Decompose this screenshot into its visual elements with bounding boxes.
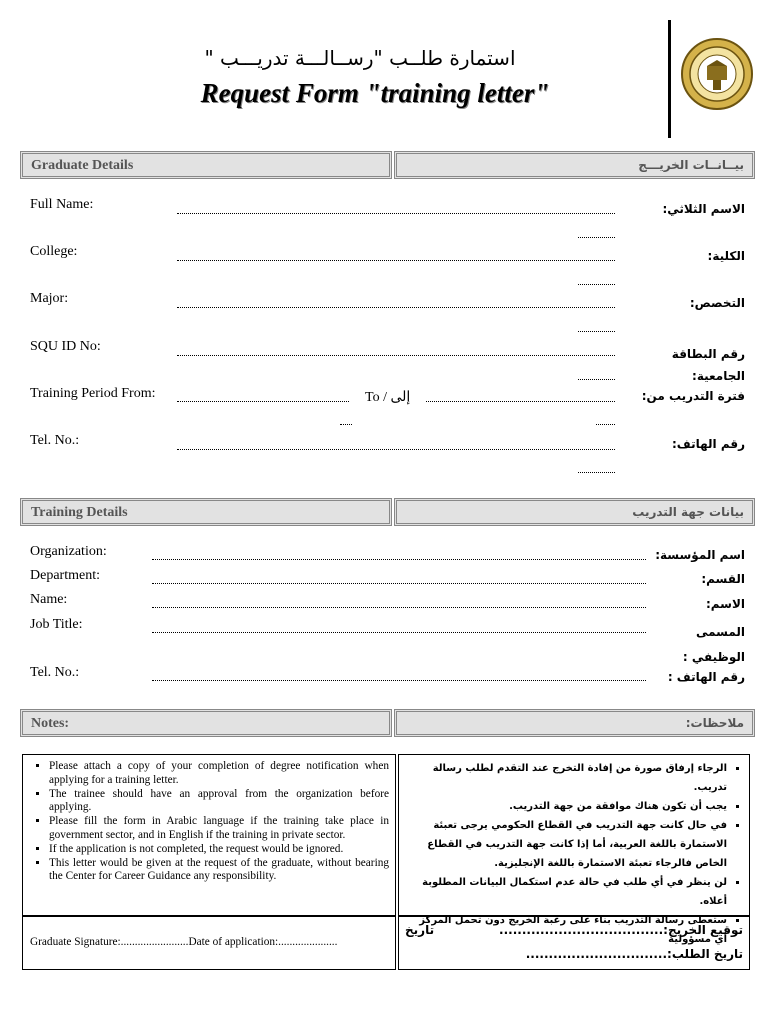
full-name-label-ar: الاسم الثلاثي:: [662, 202, 745, 216]
graduate-tel-label: Tel. No.:: [30, 433, 80, 448]
full-name-field[interactable]: [177, 203, 615, 214]
note-item: ▪ The trainee should have an approval from the organization before applying.: [49, 788, 389, 816]
signature-box-arabic: [398, 916, 750, 970]
training-from-field[interactable]: [177, 391, 349, 402]
job-title-label-ar: المسمى الوظيفي :: [682, 625, 745, 664]
form-title-arabic: استمارة طلــب "رســالـــة تدريـــب ": [204, 46, 516, 70]
college-label-ar: الكلية:: [707, 249, 745, 263]
graduate-tel-field[interactable]: [177, 439, 615, 450]
header-divider: [668, 20, 671, 138]
signature-box-english: [22, 916, 396, 970]
organization-label: Organization:: [30, 544, 107, 559]
graduate-details-heading-ar: بيــانــات الخريـــج: [394, 151, 755, 179]
graduate-details-heading: Graduate Details: [20, 151, 392, 179]
notes-box-english: [22, 754, 396, 916]
note-item-ar: ▪ في حال كانت جهة التدريب في القطاع الحكومي يرجى تعبئة الاستمارة باللغة العربية، أما إذا كانت جهة التدريب في القطاع الخاص فالرجاء تعبئة الاستمارة باللغة الإنجليزية.: [405, 816, 727, 873]
squ-id-label: SQU ID No:: [30, 339, 101, 354]
department-field[interactable]: [152, 573, 646, 584]
contact-name-field[interactable]: [152, 597, 646, 608]
note-item-ar: ▪ لن ينظر في أي طلب في حالة عدم استكمال البيانات المطلوبة أعلاه.: [405, 873, 727, 911]
department-label-ar: القسم:: [701, 572, 745, 586]
job-title-field[interactable]: [152, 622, 646, 633]
organization-label-ar: اسم المؤسسة:: [655, 548, 745, 562]
note-item-ar: ▪ يجب أن تكون هناك موافقة من جهة التدريب.: [405, 797, 727, 816]
full-name-label: Full Name:: [30, 197, 94, 212]
department-label: Department:: [30, 568, 100, 583]
training-details-heading-ar: بيانات جهة التدريب: [394, 498, 755, 526]
notes-bar: [20, 709, 755, 737]
organization-tel-label: Tel. No.:: [30, 665, 80, 680]
organization-tel-label-ar: رقم الهاتف :: [667, 670, 745, 684]
date-word-ar: تاريخ: [405, 923, 435, 937]
major-label-ar: التخصص:: [689, 296, 745, 310]
to-label: To / إلى: [365, 390, 411, 405]
graduate-details-bar: [20, 151, 755, 179]
graduate-tel-label-ar: رقم الهاتف:: [672, 437, 745, 451]
major-field[interactable]: [177, 297, 615, 308]
full-name-field-cont: [578, 227, 615, 238]
squ-id-label-ar: رقم البطاقة الجامعية:: [671, 347, 745, 383]
graduate-signature-line-ar[interactable]: توقيع الخريج:....................................: [499, 923, 743, 937]
contact-name-label: Name:: [30, 592, 68, 607]
training-period-label: Training Period From:: [30, 386, 156, 401]
notes-list-english: [31, 760, 389, 884]
college-field[interactable]: [177, 250, 615, 261]
organization-field[interactable]: [152, 549, 646, 560]
major-field-cont: [578, 321, 615, 332]
application-date-line-ar[interactable]: تاريخ الطلب:...............................: [525, 947, 743, 961]
notes-heading-ar: ملاحظات:: [394, 709, 755, 737]
training-from-field-cont: [340, 414, 352, 425]
graduate-tel-field-cont: [578, 462, 615, 473]
squ-id-field[interactable]: [177, 345, 615, 356]
training-details-heading: Training Details: [20, 498, 392, 526]
job-title-label: Job Title:: [30, 617, 83, 632]
note-item: ▪ This letter would be given at the request of the graduate, without bearing the Center for Career Guidance any responsibility.: [49, 857, 389, 885]
training-details-bar: [20, 498, 755, 526]
training-to-field[interactable]: [426, 391, 615, 402]
college-label: College:: [30, 244, 78, 259]
contact-name-label-ar: الاسم:: [705, 597, 745, 611]
university-logo-icon: [680, 36, 754, 112]
note-item-ar: ▪ الرجاء إرفاق صورة من إفادة التخرج عند التقدم لطلب رسالة تدريب.: [405, 759, 727, 797]
note-item-ar: ▪ ستعطى رسالة التدريب بناء على رغبة الخريج دون تحمل المركز أي مسؤولية: [405, 911, 727, 949]
notes-heading: Notes:: [20, 709, 392, 737]
major-label: Major:: [30, 291, 69, 306]
college-field-cont: [578, 274, 615, 285]
note-item: ▪ If the application is not completed, the request would be ignored.: [49, 843, 389, 857]
graduate-signature-line[interactable]: Graduate Signature:........................Date of application:.....................: [30, 936, 338, 948]
note-item: ▪ Please fill the form in Arabic language if the training take place in government sector, and in English if the training in private sector.: [49, 815, 389, 843]
form-title-english: Request Form "training letter": [200, 78, 550, 108]
note-item: ▪ Please attach a copy of your completion of degree notification when applying for a training letter.: [49, 760, 389, 788]
organization-tel-field[interactable]: [152, 670, 646, 681]
squ-id-field-cont: [578, 369, 615, 380]
training-to-field-cont: [596, 414, 615, 425]
training-period-label-ar: فترة التدريب من:: [641, 389, 745, 403]
